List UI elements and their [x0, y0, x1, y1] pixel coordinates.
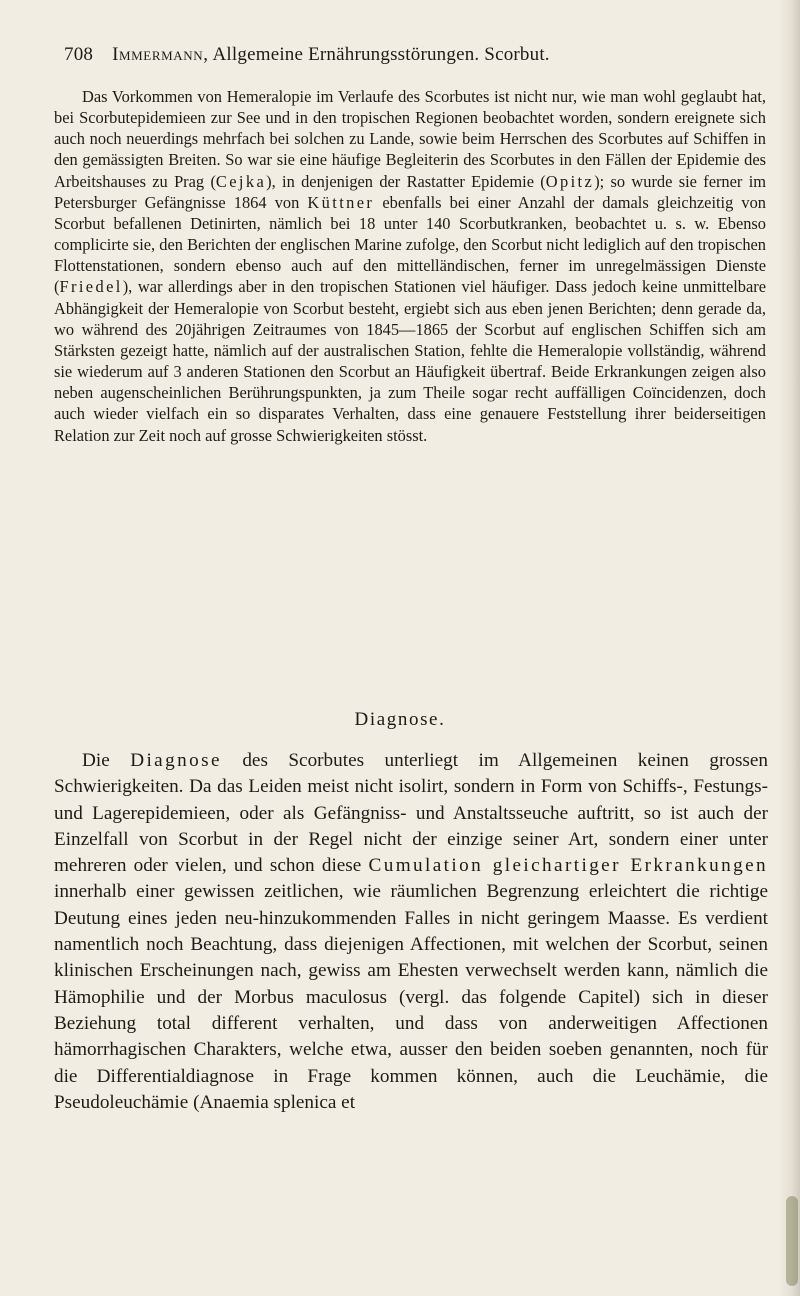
running-header [64, 44, 764, 66]
cited-name-kuettner: Küttner [307, 192, 375, 212]
cited-name-cejka: Cejka [215, 171, 267, 191]
text-run: ); so wurde sie ferner im Petersburger Gefängnisse 1864 von [54, 171, 766, 212]
text-run: ), war allerdings aber in den tropischen Stationen viel häufiger. Dass jedoch keine unmittelbare Abhängigkeit der Hemeralopie von Scorbut besteht, ergiebt sich aus eben jenen Berichten; denn gerade da, wo während des 20jährigen Zeitraumes von 1845—1865 der Scorbut auf englischen Schiffen sich am Stärksten gezeigt hatte, nämlich auf der australischen Station, fehlte die Hemeralopie vollständig, während sie wiederum auf 3 anderen Stationen den Scorbut an Häufigkeit übertraf. Beide Erkrankungen zeigen also neben augenscheinlichen Berührungspunkten, ja zum Theile sogar recht auffälligen Coïncidenzen, doch auch wieder vielfach ein so disparates Verhalten, dass eine genauere Feststellung ihrer beiderseitigen Relation zur Zeit noch auf grosse Schwierigkeiten stösst. [54, 277, 766, 445]
diagnose-paragraph [54, 748, 768, 1116]
text-run: Das Vorkommen von Hemeralopie im Verlaufe des Scorbutes ist nicht nur, wie man wohl geglaubt hat, bei Scorbutepidemieen zur See und in den tropischen Regionen beobachtet worden, sondern ereignete sich auch noch neuerdings mehrfach bei solchen zu Lande, sowie beim Herrschen des Scorbutes auf Schiffen in den gemässigten Breiten. So war sie eine häufige Begleiterin des Scorbutes in den Fällen der Epidemie des Arbeitshauses zu Prag ( [54, 87, 766, 191]
page-edge-shadow [778, 0, 800, 1296]
header-title: Allgemeine Ernährungsstörungen. Scorbut. [212, 44, 550, 65]
text-run: des Scorbutes unterliegt im Allgemeinen keinen grossen Schwierigkeiten. Da das Leiden meist nicht isolirt, sondern in Form von Schiffs-, Festungs- und Lagerepidemieen, oder als Gefängniss- und Anstaltsseuche auftritt, so ist auch der Einzelfall von Scorbut in der Regel nicht der einzige seiner Art, sondern einer unter mehreren oder vielen, und schon diese [54, 750, 768, 877]
text-run: Die [82, 750, 131, 771]
hemeralopie-paragraph [54, 86, 766, 446]
section-heading: Diagnose. [354, 709, 446, 730]
cited-name-opitz: Opitz [545, 171, 595, 191]
header-author: Immermann, [112, 44, 209, 65]
text-run: ebenfalls bei einer Anzahl der damals gleichzeitig von Scorbut befallenen Detinirten, nämlich bei 18 unter 140 Scorbutkranken, beobachtet u. s. w. Ebenso complicirte sie, den Berichten der englischen Marine zufolge, den Scorbut nicht lediglich auf den tropischen Flottenstationen, sondern ebenso auch auf den mittelländischen, ferner im unregelmässigen Dienste ( [54, 192, 767, 297]
page-edge-stain [786, 1196, 798, 1286]
hemeralopie-section [54, 86, 766, 446]
term-cumulation: Cumulation gleichartiger Erkrankungen [368, 855, 769, 877]
cited-name-friedel: Friedel [59, 277, 123, 297]
term-diagnose: Diagnose [130, 750, 222, 771]
page-number: 708 [64, 44, 94, 65]
diagnose-section [54, 748, 768, 1116]
text-run: ), in denjenigen der Rastatter Epidemie ( [266, 171, 546, 191]
text-run: innerhalb einer gewissen zeitlichen, wie räumlichen Begrenzung erleichtert die richtige Deutung eines jeden neu-hinzukommenden Falles in nicht geringem Maasse. Es verdient namentlich noch Beachtung, dass diejenigen Affectionen, mit welchen der Scorbut, seinen klinischen Erscheinungen nach, gewiss am Ehesten verwechselt werden kann, nämlich die Hämophilie und der Morbus maculosus (vergl. das folgende Capitel) sich in dieser Beziehung total different verhalten, und dass von anderweitigen Affectionen hämorrhagischen Charakters, welche etwa, ausser den beiden soeben genannten, noch für die Differentialdiagnose in Frage kommen können, auch die Leuchämie, die Pseudoleuchämie (Anaemia splenica et [54, 881, 768, 1113]
